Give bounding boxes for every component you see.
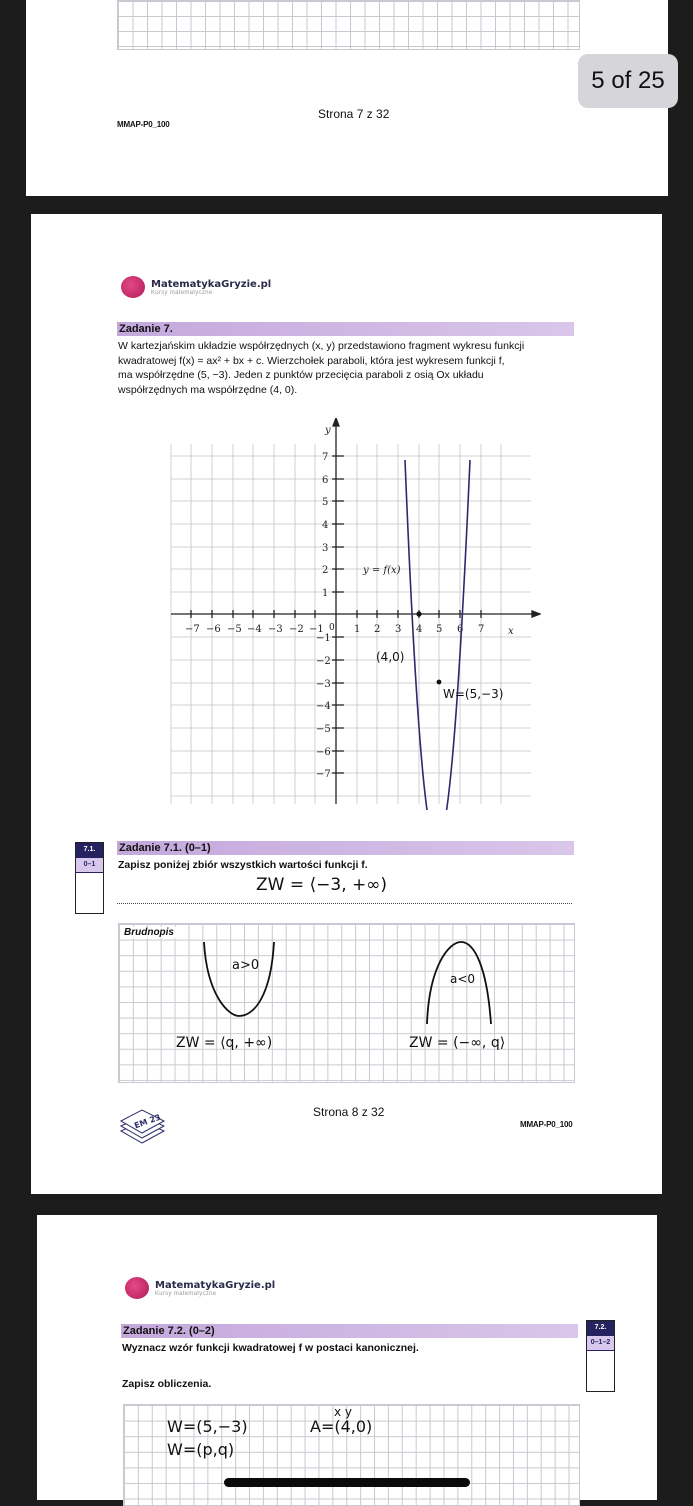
task-7-1-answer: ZW = ⟨−3, +∞) [256,875,388,895]
task-7-line-3: ma współrzędne (5, −3). Jeden z punktów przecięcia paraboli z osią Ox układu [118,369,484,381]
exam-code: MMAP-P0_100 [117,120,170,129]
exam-stamp-icon [118,1107,168,1145]
svg-text:(4,0): (4,0) [376,650,405,664]
home-indicator-bar[interactable] [224,1478,470,1487]
pdf-page-8 [31,214,662,1194]
svg-text:−7: −7 [316,769,331,780]
task-7-1-prompt: Zapisz poniżej zbiór wszystkich wartości funkcji f. [118,859,368,871]
svg-text:2: 2 [374,624,381,635]
svg-text:6: 6 [457,624,464,635]
svg-text:3: 3 [395,624,402,635]
logo-subtitle: Kursy matematyczne [155,1290,217,1297]
scratchpad-grid [118,923,575,1083]
calculation-grid [123,1404,580,1506]
task-7-1-score-box [75,842,104,914]
brand-logo [121,276,271,298]
task-7-header: Zadanie 7. [117,322,574,336]
right-note: a<0 [450,972,476,986]
answer-grid [117,0,580,50]
task-7-2-header: Zadanie 7.2. (0–2) [121,1324,578,1338]
vertex-general-line: W=(p,q) [167,1440,235,1459]
task-7-1-range: 0–1 [76,857,103,873]
task-7-line-1: W kartezjańskim układzie współrzędnych (x, y) przedstawiono fragment wykresu funkcji [118,340,525,352]
page-label: Strona 7 z 32 [318,107,390,121]
svg-text:4: 4 [322,520,329,531]
svg-text:2: 2 [322,565,329,576]
pdf-page-9 [37,1215,657,1500]
brain-logo-icon [121,276,145,298]
task-7-2-instruction: Zapisz obliczenia. [122,1378,212,1390]
svg-text:5: 5 [436,624,443,635]
task-7-line-4: współrzędnych ma współrzędne (4, 0). [118,383,298,396]
svg-text:5: 5 [322,497,329,508]
svg-text:−6: −6 [206,624,221,635]
task-7-1-number: 7.1. [76,843,103,857]
svg-text:7: 7 [478,624,485,635]
exam-code: MMAP-P0_100 [520,1120,573,1129]
svg-text:1: 1 [322,588,329,599]
svg-text:−4: −4 [316,701,331,712]
svg-text:−3: −3 [316,679,331,690]
stamp-text: EM 23 [133,1112,162,1131]
brain-logo-icon [125,1277,149,1299]
svg-text:y = f(x): y = f(x) [363,565,401,576]
answer-line [117,903,572,904]
svg-text:x: x [508,626,514,637]
svg-text:4: 4 [416,624,423,635]
svg-text:−3: −3 [268,624,283,635]
task-7-2-number: 7.2. [587,1321,614,1335]
svg-text:6: 6 [322,475,329,486]
xy-label: x y [334,1405,353,1419]
svg-text:−7: −7 [185,624,200,635]
svg-text:−6: −6 [316,747,331,758]
upward-parabola-sketch [199,936,279,1026]
svg-text:y: y [325,425,331,436]
page-counter-badge: 5 of 25 [578,54,678,108]
svg-text:3: 3 [322,543,329,554]
parabola-chart [161,418,541,810]
point-a: A=(4,0) [310,1417,373,1436]
svg-text:W=(5,−3): W=(5,−3) [443,687,504,701]
task-7-2-prompt: Wyznacz wzór funkcji kwadratowej f w postaci kanonicznej. [122,1342,419,1354]
svg-text:−4: −4 [247,624,262,635]
svg-text:−2: −2 [316,656,331,667]
svg-text:−5: −5 [316,724,331,735]
brand-logo [125,1277,275,1299]
page-label: Strona 8 z 32 [313,1105,385,1119]
task-7-2-score-box [586,1320,615,1392]
svg-text:1: 1 [354,624,361,635]
svg-text:−1: −1 [309,624,324,635]
left-note: a>0 [232,958,260,973]
svg-text:−2: −2 [289,624,304,635]
pdf-page-7 [26,0,668,196]
svg-text:−5: −5 [227,624,242,635]
logo-subtitle: Kursy matematyczne [151,289,213,296]
svg-text:−1: −1 [316,633,331,644]
svg-text:0: 0 [329,623,335,633]
logo-title: MatematykaGryzie.pl [151,278,272,290]
right-formula: ZW = (−∞, q⟩ [409,1035,506,1051]
task-7-text [118,339,588,397]
task-7-2-range: 0–1–2 [587,1335,614,1351]
task-7-line-2: kwadratowej f(x) = ax² + bx + c. Wierzchołek paraboli, która jest wykresem funkcji f, [118,354,505,367]
logo-title: MatematykaGryzie.pl [155,1279,276,1291]
left-formula: ZW = ⟨q, +∞) [176,1035,273,1051]
task-7-1-header: Zadanie 7.1. (0–1) [117,841,574,855]
svg-text:7: 7 [322,452,329,463]
scratchpad-label: Brudnopis [124,927,174,938]
vertex-line: W=(5,−3) [167,1417,248,1436]
